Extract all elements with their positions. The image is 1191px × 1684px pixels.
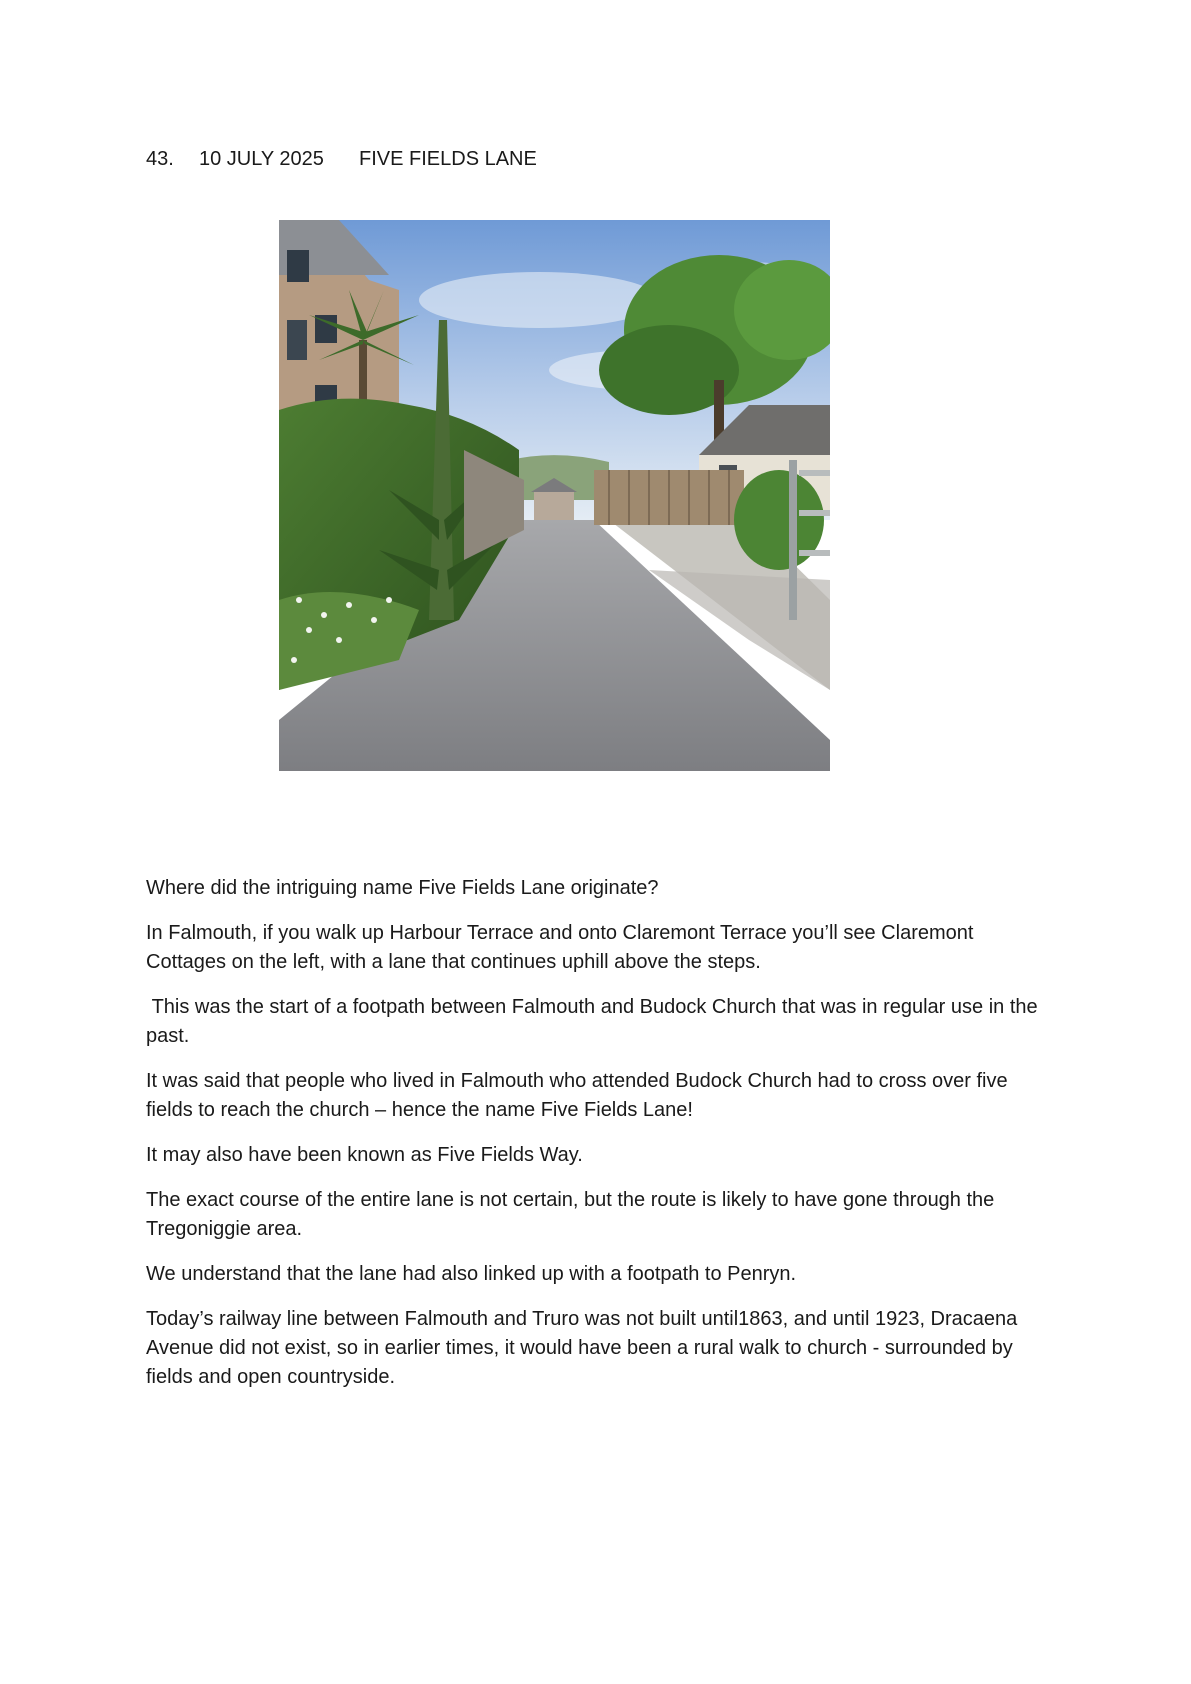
- entry-number: 43.: [146, 148, 174, 170]
- paragraph: The exact course of the entire lane is not certain, but the route is likely to have gone through the Tregoniggie area.: [146, 1189, 995, 1240]
- entry-date: 10 JULY 2025: [199, 148, 324, 170]
- paragraph: In Falmouth, if you walk up Harbour Terrace and onto Claremont Terrace you’ll see Claremont Cottages on the left, with a lane that continues uphill above the steps.: [146, 922, 974, 973]
- paragraph: It was said that people who lived in Falmouth who attended Budock Church had to cross over five fields to reach the church – hence the name Five Fields Lane!: [146, 1070, 1008, 1121]
- paragraph: This was the start of a footpath between Falmouth and Budock Church that was in regular use in the past.: [146, 996, 1044, 1047]
- page-header: [146, 146, 537, 172]
- paragraph: We understand that the lane had also linked up with a footpath to Penryn.: [146, 1263, 797, 1285]
- lane-photograph: [279, 220, 830, 771]
- paragraph: Today’s railway line between Falmouth and Truro was not built until1863, and until 1923, Dracaena Avenue did not exist, so in earlier times, it would have been a rural walk to church - surrounded by fields and open countryside.: [146, 1308, 1018, 1388]
- paragraph: Where did the intriguing name Five Fields Lane originate?: [146, 877, 659, 899]
- entry-title: FIVE FIELDS LANE: [359, 148, 537, 170]
- article-body: [146, 874, 1051, 1408]
- paragraph: It may also have been known as Five Fields Way.: [146, 1144, 583, 1166]
